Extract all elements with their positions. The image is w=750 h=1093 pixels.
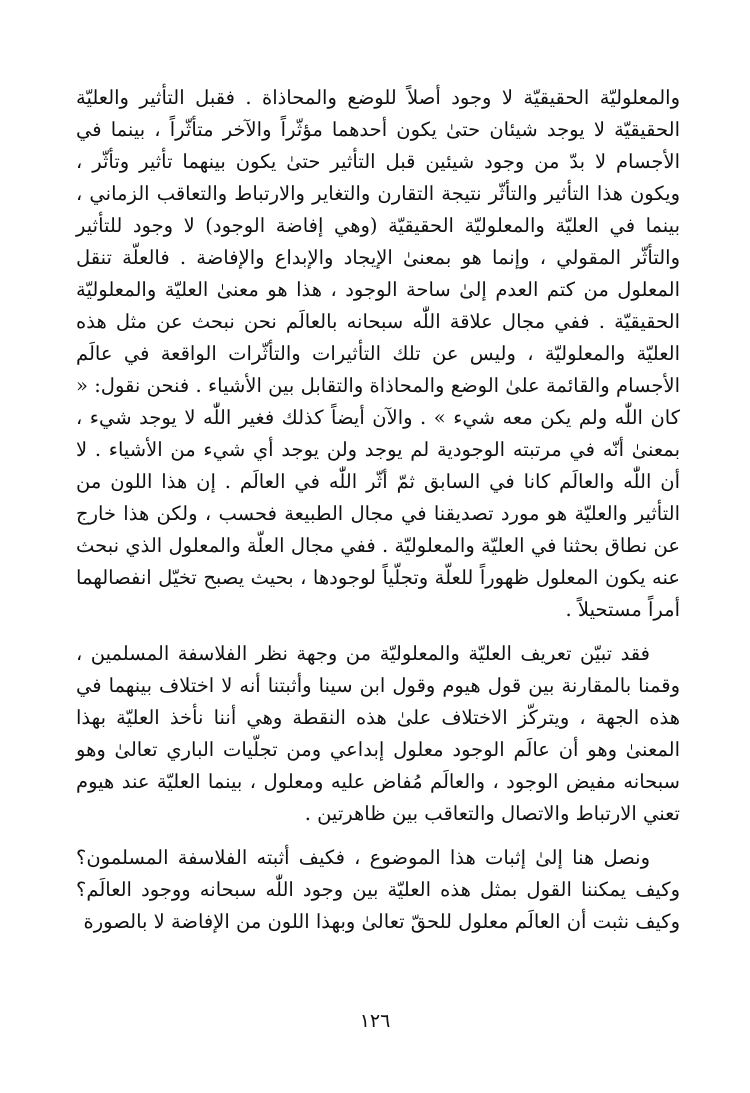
paragraph-3: ونصل هنا إلىٰ إثبات هذا الموضوع ، فكيف أثبته الفلاسفة المسلمون؟ وكيف يمكننا القول بمثل هذه العليّة بين وجود اللّٰه سبحانه ووجود العالَم؟ وكيف نثبت أن العالَم معلول للحقّ تعالىٰ وبهذا اللون من الإفاضة لا بالصورة: [76, 846, 680, 933]
paragraph-1: والمعلوليّة الحقيقيّة لا وجود أصلاً للوضع والمحاذاة . فقبل التأثير والعليّة الحقيقيّة لا يوجد شيئان حتىٰ يكون أحدهما مؤثّراً والآخر متأثّراً ، بينما في الأجسام لا بدّ من وجود شيئين قبل التأثير حتىٰ يكون بينهما تأثير وتأثّر ، ويكون هذا التأثير والتأثّر نتيجة التقارن والتغاير والارتباط والتعاقب الزماني ، بينما في العليّة والمعلوليّة الحقيقيّة (وهي إفاضة الوجود) لا وجود للتأثير والتأثّر المقولي ، وإنما هو بمعنىٰ الإيجاد والإبداع والإفاضة . فالعلّة تنقل المعلول من كتم العدم إلىٰ ساحة الوجود ، هذا هو معنىٰ العليّة والمعلوليّة الحقيقيّة . ففي مجال علاقة اللّٰه سبحانه بالعالَم نحن نبحث عن مثل هذه العليّة والمعلوليّة ، وليس عن تلك التأثيرات والتأثّرات الواقعة في عالَم الأجسام والقائمة علىٰ الوضع والمحاذاة والتقابل بين الأشياء . فنحن نقول: « كان اللّٰه ولم يكن معه شيء » . والآن أيضاً كذلك فغير اللّٰه لا يوجد شيء ، بمعنىٰ أنّه في مرتبته الوجودية لم يوجد ولن يوجد أي شيء من الأشياء . لا أن اللّٰه والعالَم كانا في السابق ثمّ أثّر اللّٰه في العالَم . إن هذا اللون من التأثير والعليّة هو مورد تصديقنا في مجال الطبيعة فحسب ، ولكن هذا خارج عن نطاق بحثنا في العليّة والمعلوليّة . ففي مجال العلّة والمعلول الذي نبحث عنه يكون المعلول ظهوراً للعلّة وتجلّياً لوجودها ، بحيث يصبح تخيّل انفصالهما أمراً مستحيلاً .: [76, 86, 681, 621]
page-body: [76, 82, 680, 938]
page-number: ١٢٦: [359, 1010, 391, 1032]
paragraph-2: فقد تبيّن تعريف العليّة والمعلوليّة من وجهة نظر الفلاسفة المسلمين ، وقمنا بالمقارنة بين قول هيوم وقول ابن سينا وأثبتنا أنه لا اختلاف بينهما في هذه الجهة ، ويتركّز الاختلاف علىٰ هذه النقطة وهي أننا نأخذ العليّة بهذا المعنىٰ وهو أن عالَم الوجود معلول إبداعي ومن تجلّيات الباري تعالىٰ وهو سبحانه مفيض الوجود ، والعالَم مُفاض عليه ومعلول ، بينما العليّة عند هيوم تعني الارتباط والاتصال والتعاقب بين ظاهرتين .: [76, 642, 680, 825]
